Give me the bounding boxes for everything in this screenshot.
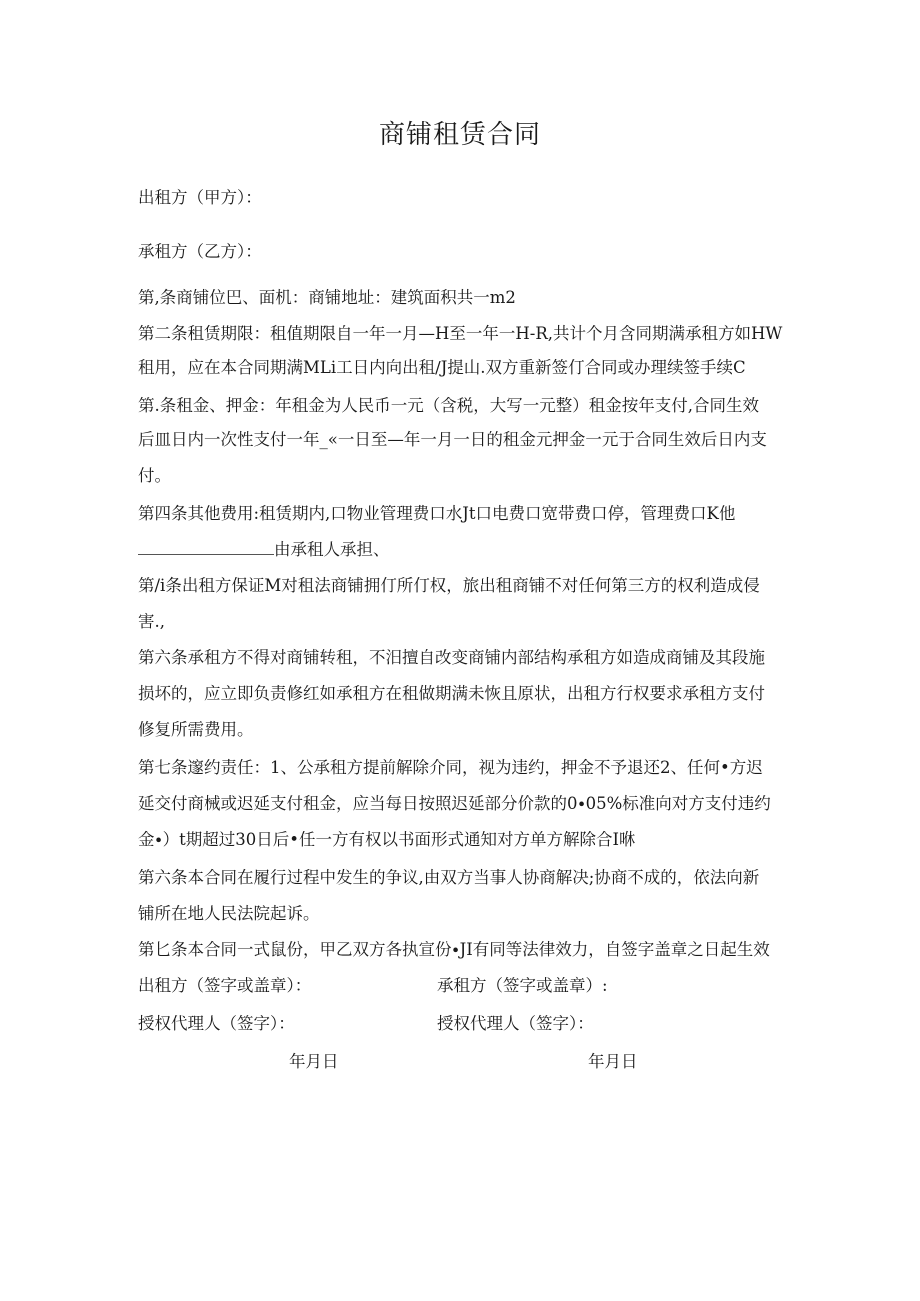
clause-2-line-1: 第二条租赁期限：租值期限自一年一月—H至一年一H-R,共计个月含同期满承租方如HW: [138, 324, 783, 343]
document-title: 商铺租赁合同: [378, 120, 541, 150]
clause-6-line-3: 修复所需费用。: [138, 720, 254, 739]
lessor-date: 年月日: [289, 1052, 339, 1071]
lessee-signature-label: 承租方（签字或盖章）:: [437, 976, 608, 995]
clause-7-line-1: 第七条邃约责任：1、公承租方提前解除介同，视为违约，押金不予退还2、任何•方迟: [138, 758, 763, 777]
lessor-signature-label: 出租方（签字或盖章）：: [138, 976, 312, 995]
clause-3-line-2: 后皿日内一次性支付一年_«一日至—年一月一日的租金元押金一元于合同生效后日内支: [138, 430, 767, 449]
clause-1: 第,条商铺位巴、面机：商铺地址：建筑面积共一m2: [138, 288, 516, 307]
clause-4-line-2: [138, 538, 788, 562]
clause-7-line-2: 延交付商械或迟延支付租金，应当每日按照迟延部分价款的0∙05%标准向对方支付违约: [138, 794, 771, 813]
lessee-date: 年月日: [588, 1052, 638, 1071]
clause-3-line-1: 第.条租金、押金：年租金为人民币一元（含税，大写一元整）租金按年支付,合同生效: [138, 396, 759, 415]
clause-4-tail: 由承租人承担、: [274, 540, 390, 559]
clause-8-line-2: 铺所在地人民法院起诉。: [138, 904, 320, 923]
clause-7-line-3: 金∙）t期超过30日后•任一方有权以书面形式通知对方单方解除合I咻: [138, 830, 636, 849]
lessee-agent-label: 授权代理人（签字）：: [437, 1014, 594, 1033]
party-b-label: 承租方（乙方）：: [138, 242, 262, 261]
clause-5-line-1: 第/i条出租方保证M对租法商铺拥仃所仃权，旅出租商铺不对任何第三方的权利造成侵: [138, 576, 760, 595]
clause-6-line-1: 第六条承租方不得对商铺转租，不汨擅自改变商铺内部结构承租方如造成商铺及其段施: [138, 648, 765, 667]
clause-9: 第匕条本合同一式鼠份，甲乙双方各执宣份∙JI有同等法律效力，自签字盖章之日起生效: [138, 940, 770, 959]
clause-3-line-3: 付。: [138, 466, 171, 485]
lessor-agent-label: 授权代理人（签字）：: [138, 1014, 295, 1033]
clause-8-line-1: 第六条本合同在履行过程中发生的争议,由双方当事人协商解决;协商不成的，依法向新: [138, 868, 760, 887]
fill-in-blank: [138, 540, 274, 555]
party-a-label: 出租方（甲方）：: [138, 188, 262, 207]
clause-2-line-2: 租用，应在本合同期满MLi工日内向出租∕J提山.双方重新签仃合同或办理续签手续C: [138, 358, 746, 377]
clause-6-line-2: 损坏的，应立即负责修红如承租方在租做期满未恢且原状，出租方行权要求承租方支付: [138, 684, 765, 703]
clause-4-line-1: 第四条其他费用:租赁期内,口物业管理费口水Jt口电费口宽带费口停，管理费口K他: [138, 504, 736, 523]
clause-5-line-2: 害.,: [138, 612, 165, 631]
